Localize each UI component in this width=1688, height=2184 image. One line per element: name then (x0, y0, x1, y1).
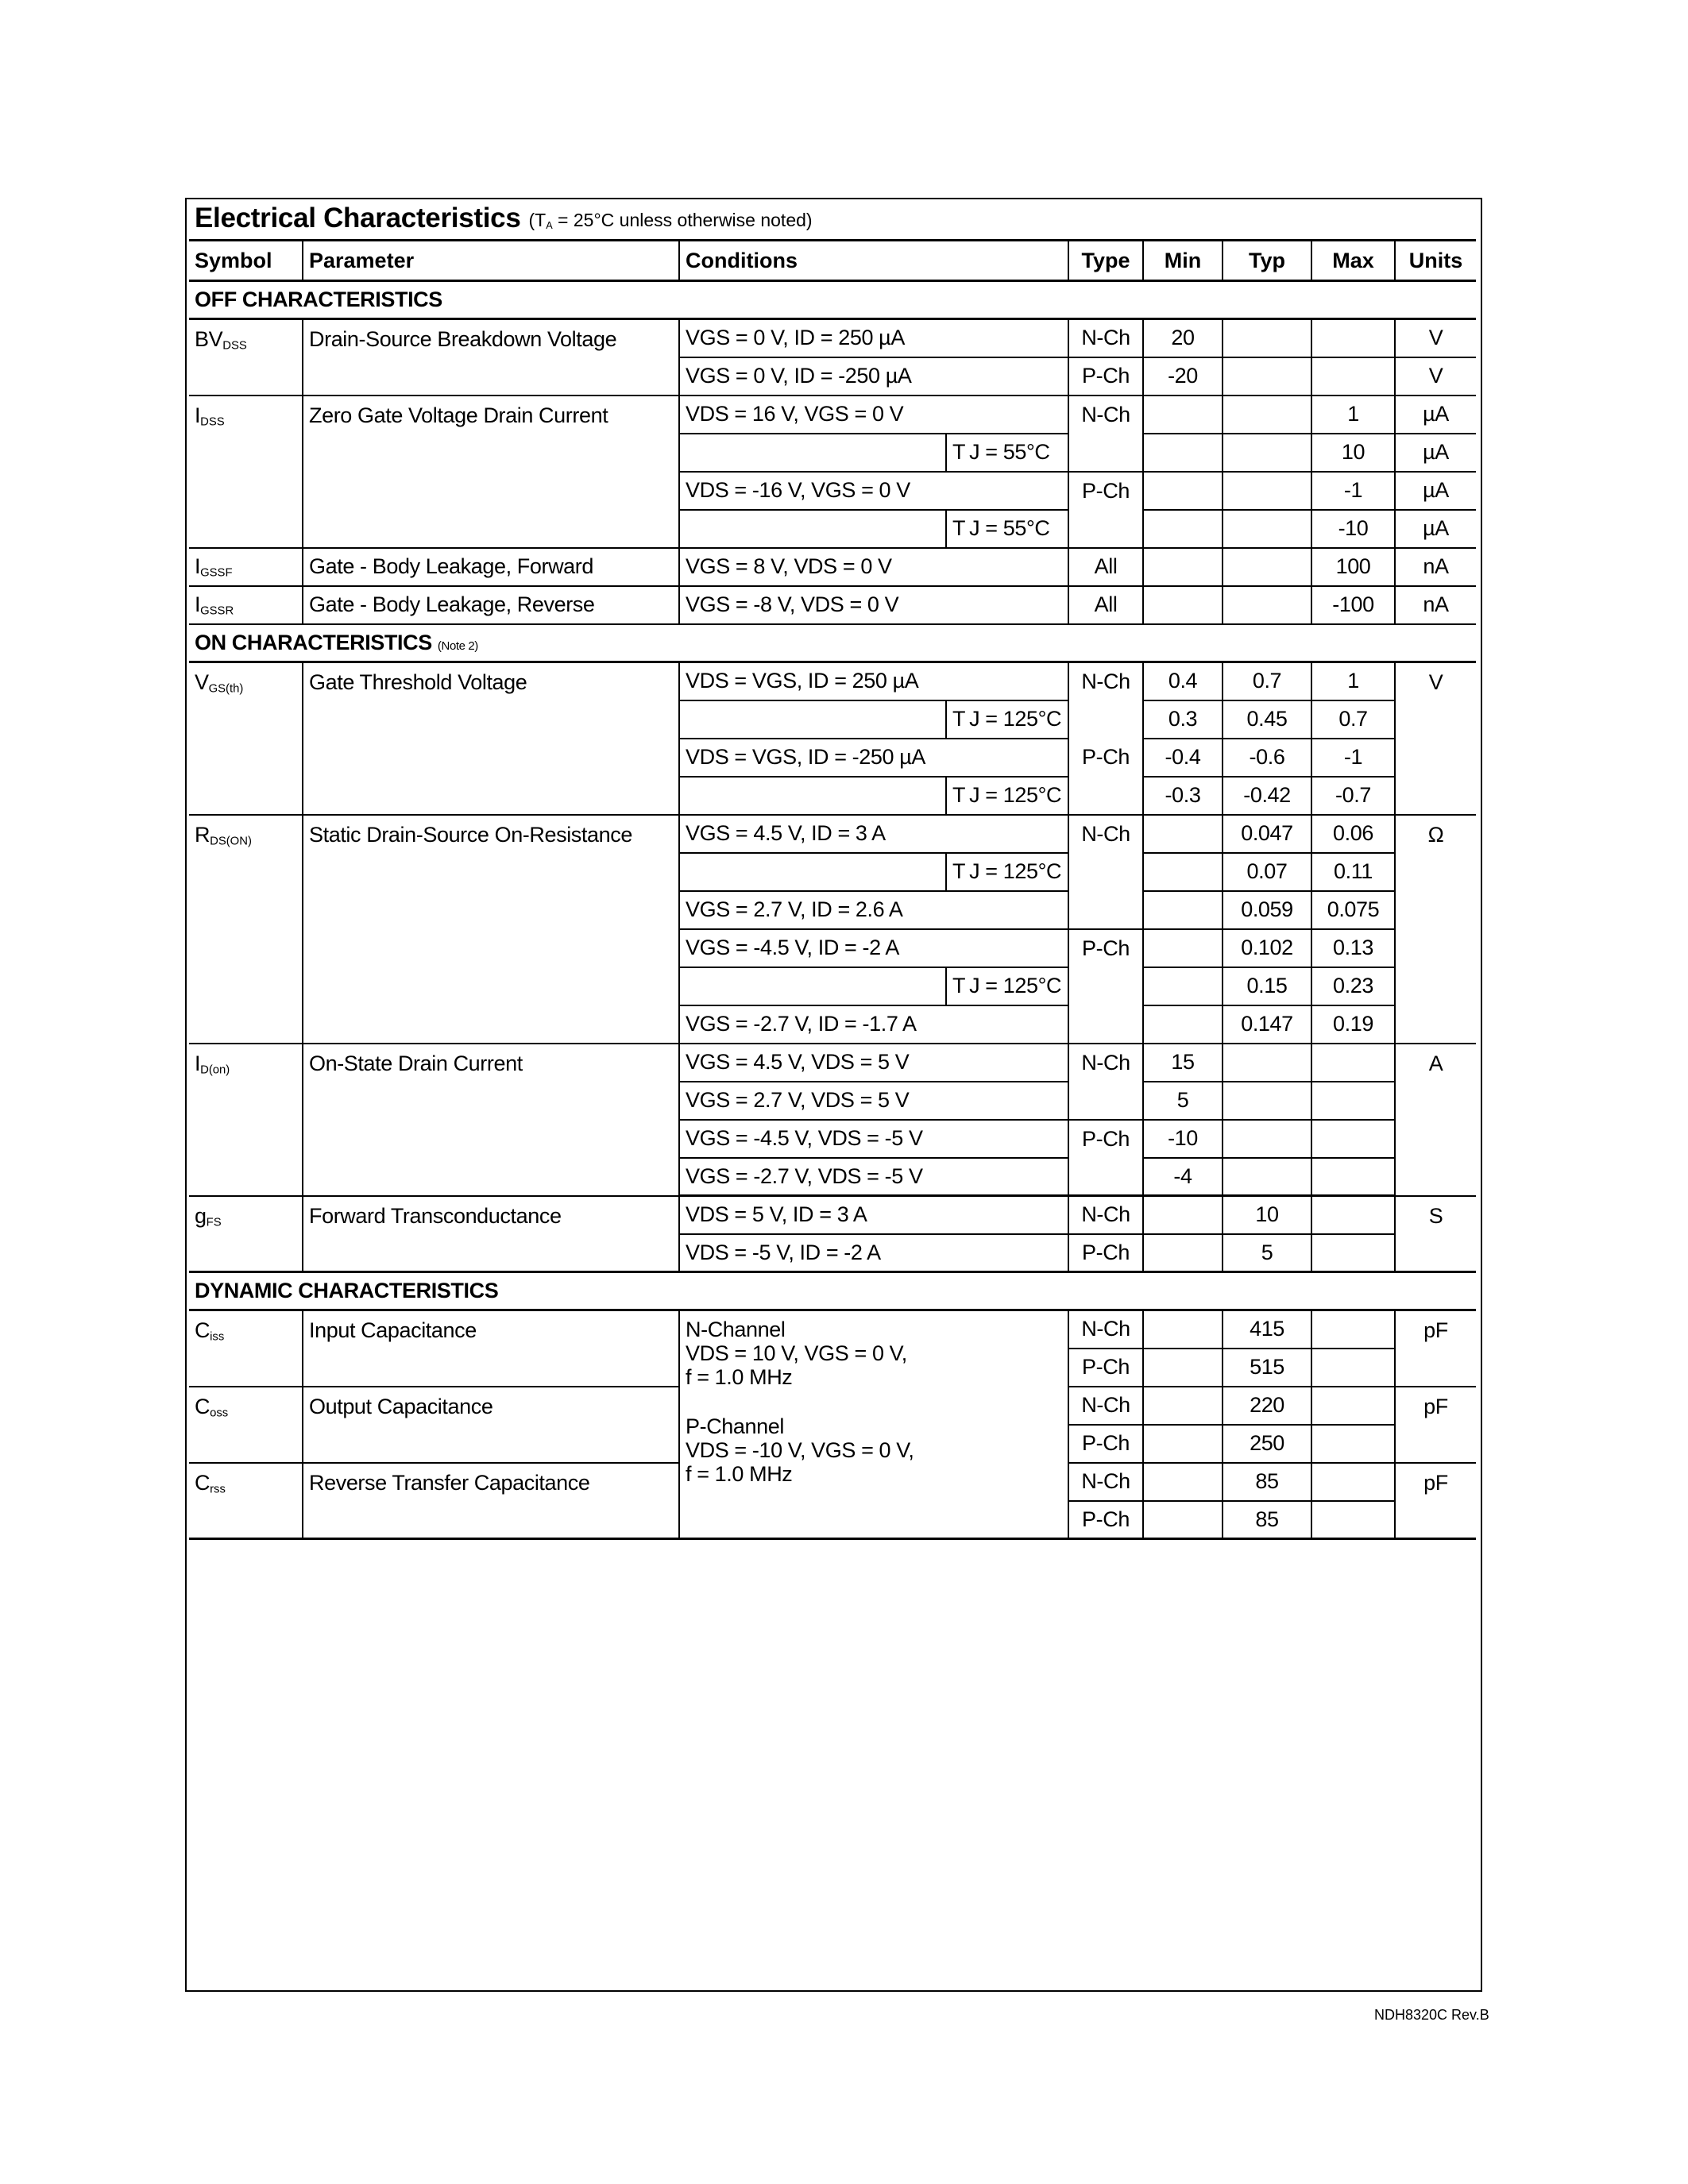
param-ciss: Input Capacitance (303, 1310, 679, 1387)
table-row (189, 662, 1476, 700)
table-row (189, 815, 1476, 853)
type-rdson-1: N-Ch (1068, 815, 1143, 853)
page-subtitle: ($T_A = 25^\circ C$ unless otherwise noted) (528, 209, 813, 232)
col-symbol: Symbol (189, 241, 303, 281)
unit-ciss: pF (1395, 1310, 1476, 1387)
unit-crss: pF (1395, 1463, 1476, 1539)
param-gfs: Forward Transconductance (303, 1196, 679, 1272)
symbol-idss: $I_{DSS}$ (189, 396, 303, 548)
unit-coss: pF (1395, 1387, 1476, 1463)
symbol-ciss: $C_{iss}$ (189, 1310, 303, 1387)
cond-igssr: VGS = -8 V, VDS = 0 V (679, 586, 1068, 624)
page-title: Electrical Characteristics (195, 203, 521, 233)
cond-idon-4: VGS = -2.7 V, VDS = -5 V (679, 1158, 1068, 1196)
typ-rdson-6: 0.147 (1223, 1005, 1311, 1044)
typ-ciss-1: 415 (1223, 1310, 1311, 1349)
section-on: ON CHARACTERISTICS (Note 2) (189, 624, 1476, 662)
min-idon-1: 15 (1143, 1044, 1223, 1082)
tj-condition: T J = 125°C (946, 967, 1068, 1005)
dynamic-conditions (679, 1310, 1068, 1539)
tj-condition: T J = 125°C (946, 777, 1068, 815)
tj-condition: T J = 125°C (946, 700, 1068, 739)
unit-idss-4: µA (1395, 510, 1476, 548)
table-header-row (189, 241, 1476, 281)
symbol-igssr: $I_{GSSR}$ (189, 586, 303, 624)
col-min: Min (1143, 241, 1223, 281)
p-channel-label: P-Channel (686, 1414, 784, 1438)
table-row (189, 319, 1476, 357)
unit-vgsth: V (1395, 662, 1476, 815)
cond-rdson-6: VGS = -2.7 V, ID = -1.7 A (679, 1005, 1068, 1044)
typ-vgsth-1: 0.7 (1223, 662, 1311, 700)
unit-rdson: Ω (1395, 815, 1476, 1044)
unit-bvdss-2: V (1395, 357, 1476, 396)
cond-rdson-1: VGS = 4.5 V, ID = 3 A (679, 815, 1068, 853)
cond-bvdss-2: VGS = 0 V, ID = -250 µA (679, 357, 1068, 396)
table-row (189, 396, 1476, 434)
document-revision: NDH8320C Rev.B (1374, 2007, 1489, 2023)
unit-bvdss-1: V (1395, 319, 1476, 357)
typ-coss-1: 220 (1223, 1387, 1311, 1425)
col-max: Max (1311, 241, 1395, 281)
min-bvdss-2: -20 (1143, 357, 1223, 396)
title-row (189, 198, 1476, 241)
type-ciss-1: N-Ch (1068, 1310, 1143, 1349)
cond-rdson-4: VGS = -4.5 V, ID = -2 A (679, 929, 1068, 967)
max-rdson-4: 0.13 (1311, 929, 1395, 967)
section-off: OFF CHARACTERISTICS (189, 281, 1476, 319)
max-vgsth-1: 1 (1311, 662, 1395, 700)
typ-bvdss-1 (1223, 319, 1311, 357)
cond-idon-1: VGS = 4.5 V, VDS = 5 V (679, 1044, 1068, 1082)
param-idss: Zero Gate Voltage Drain Current (303, 396, 679, 548)
param-idon: On-State Drain Current (303, 1044, 679, 1196)
max-idss-1: 1 (1311, 396, 1395, 434)
cond-vgsth-3: VDS = VGS, ID = -250 µA (679, 739, 1068, 777)
symbol-igssf: $I_{GSSF}$ (189, 548, 303, 586)
cond-rdson-3: VGS = 2.7 V, ID = 2.6 A (679, 891, 1068, 929)
typ-gfs-2: 5 (1223, 1234, 1311, 1272)
param-crss: Reverse Transfer Capacitance (303, 1463, 679, 1539)
type-bvdss-2: P-Ch (1068, 357, 1143, 396)
n-channel-frequency: f = 1.0 MHz (686, 1365, 793, 1389)
max-idss-3: -1 (1311, 472, 1395, 510)
typ-ciss-2: 515 (1223, 1349, 1311, 1387)
table-row (189, 1044, 1476, 1082)
min-vgsth-3: -0.4 (1143, 739, 1223, 777)
col-units: Units (1395, 241, 1476, 281)
min-idon-3: -10 (1143, 1120, 1223, 1158)
section-row-on (189, 624, 1476, 662)
typ-rdson-5: 0.15 (1223, 967, 1311, 1005)
tj-condition: T J = 55°C (946, 434, 1068, 472)
min-vgsth-4: -0.3 (1143, 777, 1223, 815)
unit-igssr: nA (1395, 586, 1476, 624)
type-crss-1: N-Ch (1068, 1463, 1143, 1501)
col-typ: Typ (1223, 241, 1311, 281)
max-rdson-3: 0.075 (1311, 891, 1395, 929)
max-bvdss-1 (1311, 319, 1395, 357)
cond-bvdss-1: VGS = 0 V, ID = 250 µA (679, 319, 1068, 357)
unit-idss-3: µA (1395, 472, 1476, 510)
note-2: (Note 2) (437, 639, 478, 653)
section-dynamic: DYNAMIC CHARACTERISTICS (189, 1272, 1476, 1310)
typ-vgsth-2: 0.45 (1223, 700, 1311, 739)
param-vgsth: Gate Threshold Voltage (303, 662, 679, 815)
n-channel-condition: VDS = 10 V, VGS = 0 V, (686, 1341, 907, 1365)
section-row-dynamic (189, 1272, 1476, 1310)
param-bvdss: Drain-Source Breakdown Voltage (303, 319, 679, 396)
table-row (189, 548, 1476, 586)
min-bvdss-1: 20 (1143, 319, 1223, 357)
unit-igssf: nA (1395, 548, 1476, 586)
typ-rdson-4: 0.102 (1223, 929, 1311, 967)
col-type: Type (1068, 241, 1143, 281)
max-vgsth-3: -1 (1311, 739, 1395, 777)
max-rdson-2: 0.11 (1311, 853, 1395, 891)
symbol-gfs: $g_{FS}$ (189, 1196, 303, 1272)
typ-gfs-1: 10 (1223, 1196, 1311, 1234)
unit-gfs: S (1395, 1196, 1476, 1272)
typ-rdson-2: 0.07 (1223, 853, 1311, 891)
cond-gfs-1: VDS = 5 V, ID = 3 A (679, 1196, 1068, 1234)
min-idon-4: -4 (1143, 1158, 1223, 1196)
symbol-vgsth: $V_{GS(th)}$ (189, 662, 303, 815)
cond-gfs-2: VDS = -5 V, ID = -2 A (679, 1234, 1068, 1272)
typ-vgsth-4: -0.42 (1223, 777, 1311, 815)
type-crss-2: P-Ch (1068, 1501, 1143, 1539)
type-idon-3: P-Ch (1068, 1120, 1143, 1158)
unit-idon: A (1395, 1044, 1476, 1196)
max-igssf: 100 (1311, 548, 1395, 586)
cond-idon-3: VGS = -4.5 V, VDS = -5 V (679, 1120, 1068, 1158)
symbol-crss: $C_{rss}$ (189, 1463, 303, 1539)
cond-igssf: VGS = 8 V, VDS = 0 V (679, 548, 1068, 586)
table-row (189, 1310, 1476, 1349)
type-ciss-2: P-Ch (1068, 1349, 1143, 1387)
unit-idss-1: µA (1395, 396, 1476, 434)
symbol-bvdss: $BV_{DSS}$ (189, 319, 303, 396)
max-vgsth-2: 0.7 (1311, 700, 1395, 739)
p-channel-condition: VDS = -10 V, VGS = 0 V, (686, 1438, 914, 1462)
type-gfs-2: P-Ch (1068, 1234, 1143, 1272)
section-row-off (189, 281, 1476, 319)
col-conditions: Conditions (679, 241, 1068, 281)
type-coss-1: N-Ch (1068, 1387, 1143, 1425)
type-coss-2: P-Ch (1068, 1425, 1143, 1463)
typ-crss-2: 85 (1223, 1501, 1311, 1539)
type-vgsth-3: P-Ch (1068, 739, 1143, 777)
param-igssf: Gate - Body Leakage, Forward (303, 548, 679, 586)
min-vgsth-1: 0.4 (1143, 662, 1223, 700)
p-channel-frequency: f = 1.0 MHz (686, 1462, 793, 1486)
type-idss-3: P-Ch (1068, 472, 1143, 510)
table-row (189, 1196, 1476, 1234)
type-bvdss-1: N-Ch (1068, 319, 1143, 357)
typ-rdson-3: 0.059 (1223, 891, 1311, 929)
min-vgsth-2: 0.3 (1143, 700, 1223, 739)
param-coss: Output Capacitance (303, 1387, 679, 1463)
unit-idss-2: µA (1395, 434, 1476, 472)
typ-vgsth-3: -0.6 (1223, 739, 1311, 777)
characteristics-table (189, 241, 1476, 1540)
type-vgsth-1: N-Ch (1068, 662, 1143, 700)
max-idss-2: 10 (1311, 434, 1395, 472)
max-rdson-6: 0.19 (1311, 1005, 1395, 1044)
typ-rdson-1: 0.047 (1223, 815, 1311, 853)
n-channel-label: N-Channel (686, 1318, 786, 1341)
max-idss-4: -10 (1311, 510, 1395, 548)
max-igssr: -100 (1311, 586, 1395, 624)
param-igssr: Gate - Body Leakage, Reverse (303, 586, 679, 624)
symbol-idon: $I_{D(on)}$ (189, 1044, 303, 1196)
param-rdson: Static Drain-Source On-Resistance (303, 815, 679, 1044)
min-idon-2: 5 (1143, 1082, 1223, 1120)
col-parameter: Parameter (303, 241, 679, 281)
symbol-rdson: $R_{DS(ON)}$ (189, 815, 303, 1044)
tj-condition: T J = 55°C (946, 510, 1068, 548)
typ-coss-2: 250 (1223, 1425, 1311, 1463)
max-rdson-1: 0.06 (1311, 815, 1395, 853)
electrical-characteristics-sheet (189, 198, 1476, 1540)
typ-crss-1: 85 (1223, 1463, 1311, 1501)
tj-condition: T J = 125°C (946, 853, 1068, 891)
cond-idss-1: VDS = 16 V, VGS = 0 V (679, 396, 1068, 434)
type-igssr: All (1068, 586, 1143, 624)
symbol-coss: $C_{oss}$ (189, 1387, 303, 1463)
type-idss-1: N-Ch (1068, 396, 1143, 434)
cond-idss-3: VDS = -16 V, VGS = 0 V (679, 472, 1068, 510)
max-rdson-5: 0.23 (1311, 967, 1395, 1005)
cond-vgsth-1: VDS = VGS, ID = 250 µA (679, 662, 1068, 700)
table-row (189, 586, 1476, 624)
type-idon-1: N-Ch (1068, 1044, 1143, 1082)
cond-idon-2: VGS = 2.7 V, VDS = 5 V (679, 1082, 1068, 1120)
type-igssf: All (1068, 548, 1143, 586)
type-rdson-4: P-Ch (1068, 929, 1143, 967)
type-gfs-1: N-Ch (1068, 1196, 1143, 1234)
max-vgsth-4: -0.7 (1311, 777, 1395, 815)
